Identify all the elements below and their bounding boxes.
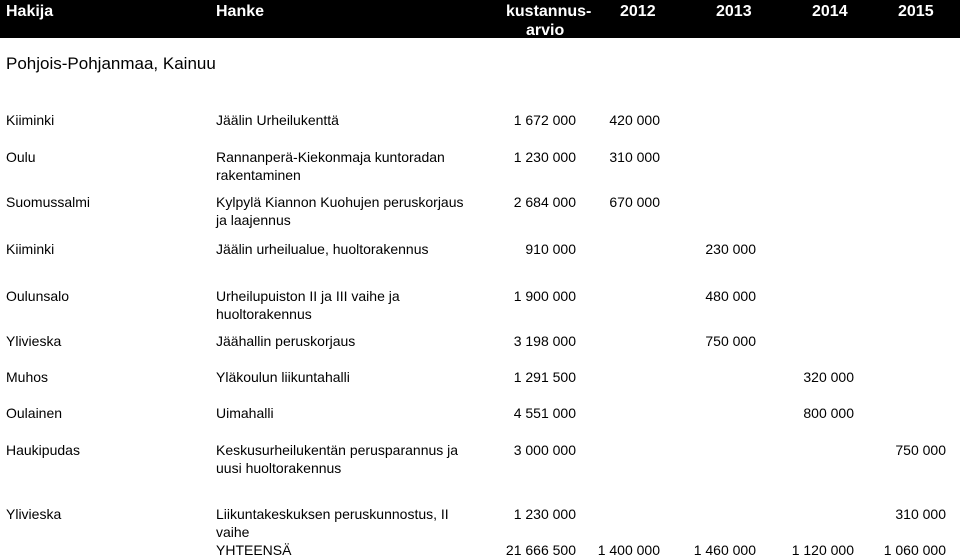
total-2012-cell: 1 400 000 xyxy=(597,542,660,558)
project-cell: Jäälin Urheilukenttä xyxy=(216,112,339,128)
municipality-cell: Muhos xyxy=(6,369,49,385)
year-2015-cell: 750 000 xyxy=(895,442,946,458)
cost-cell: 1 230 000 xyxy=(513,506,576,522)
project-cell-line2: uusi huoltorakennus xyxy=(216,460,342,476)
project-cell: Uimahalli xyxy=(216,405,274,421)
table-header xyxy=(0,0,960,38)
municipality-cell: Kiiminki xyxy=(6,112,55,128)
cost-cell: 1 672 000 xyxy=(513,112,576,128)
municipality-cell: Oulu xyxy=(6,149,36,165)
year-2013-cell: 750 000 xyxy=(705,333,756,349)
year-2012-cell: 310 000 xyxy=(609,149,660,165)
project-cell-line2: rakentaminen xyxy=(216,167,301,183)
column-header-2013: 2013 xyxy=(716,3,752,20)
cost-cell: 910 000 xyxy=(525,241,576,257)
municipality-cell: Haukipudas xyxy=(6,442,80,458)
year-2013-cell: 480 000 xyxy=(705,288,756,304)
cost-cell: 4 551 000 xyxy=(513,405,576,421)
total-2014-cell: 1 120 000 xyxy=(791,542,854,558)
column-header-cost-line2: arvio xyxy=(526,22,565,39)
region-title: Pohjois-Pohjanmaa, Kainuu xyxy=(6,54,216,73)
project-cell: Urheilupuiston II ja III vaihe ja xyxy=(216,288,400,304)
project-cell-line2: huoltorakennus xyxy=(216,306,312,322)
project-cell: Liikuntakeskuksen peruskunnostus, II xyxy=(216,506,449,522)
cost-cell: 3 198 000 xyxy=(513,333,576,349)
year-2015-cell: 310 000 xyxy=(895,506,946,522)
column-header-project: Hanke xyxy=(216,3,265,20)
municipality-cell: Ylivieska xyxy=(6,506,62,522)
column-header-2015: 2015 xyxy=(898,3,934,20)
project-cell: Kylpylä Kiannon Kuohujen peruskorjaus xyxy=(216,194,464,210)
municipality-cell: Oulunsalo xyxy=(6,288,70,304)
municipality-cell: Kiiminki xyxy=(6,241,55,257)
project-cell-line2: vaihe xyxy=(216,524,250,540)
year-2012-cell: 670 000 xyxy=(609,194,660,210)
cost-cell: 1 291 500 xyxy=(513,369,576,385)
project-cell: Keskusurheilukentän perusparannus ja xyxy=(216,442,459,458)
column-header-2012: 2012 xyxy=(620,3,656,20)
project-cell: Jäälin urheilualue, huoltorakennus xyxy=(216,241,429,257)
project-cell: Yläkoulun liikuntahalli xyxy=(216,369,350,385)
project-cell: Jäähallin peruskorjaus xyxy=(216,333,356,349)
municipality-cell: Ylivieska xyxy=(6,333,62,349)
year-2013-cell: 230 000 xyxy=(705,241,756,257)
cost-cell: 1 900 000 xyxy=(513,288,576,304)
column-header-cost-line1: kustannus- xyxy=(506,3,592,20)
municipality-cell: Suomussalmi xyxy=(6,194,91,210)
year-2014-cell: 320 000 xyxy=(803,369,854,385)
total-2013-cell: 1 460 000 xyxy=(693,542,756,558)
year-2012-cell: 420 000 xyxy=(609,112,660,128)
total-2015-cell: 1 060 000 xyxy=(883,542,946,558)
cost-cell: 1 230 000 xyxy=(513,149,576,165)
cost-cell: 3 000 000 xyxy=(513,442,576,458)
municipality-cell: Oulainen xyxy=(6,405,63,421)
total-cost-cell: 21 666 500 xyxy=(505,542,576,558)
column-header-2014: 2014 xyxy=(812,3,848,20)
project-cell-line2: ja laajennus xyxy=(216,212,291,228)
year-2014-cell: 800 000 xyxy=(803,405,854,421)
column-header-municipality: Hakija xyxy=(6,3,54,20)
total-label: YHTEENSÄ xyxy=(216,542,292,558)
cost-cell: 2 684 000 xyxy=(513,194,576,210)
project-cell: Rannanperä-Kiekonmaja kuntoradan xyxy=(216,149,445,165)
